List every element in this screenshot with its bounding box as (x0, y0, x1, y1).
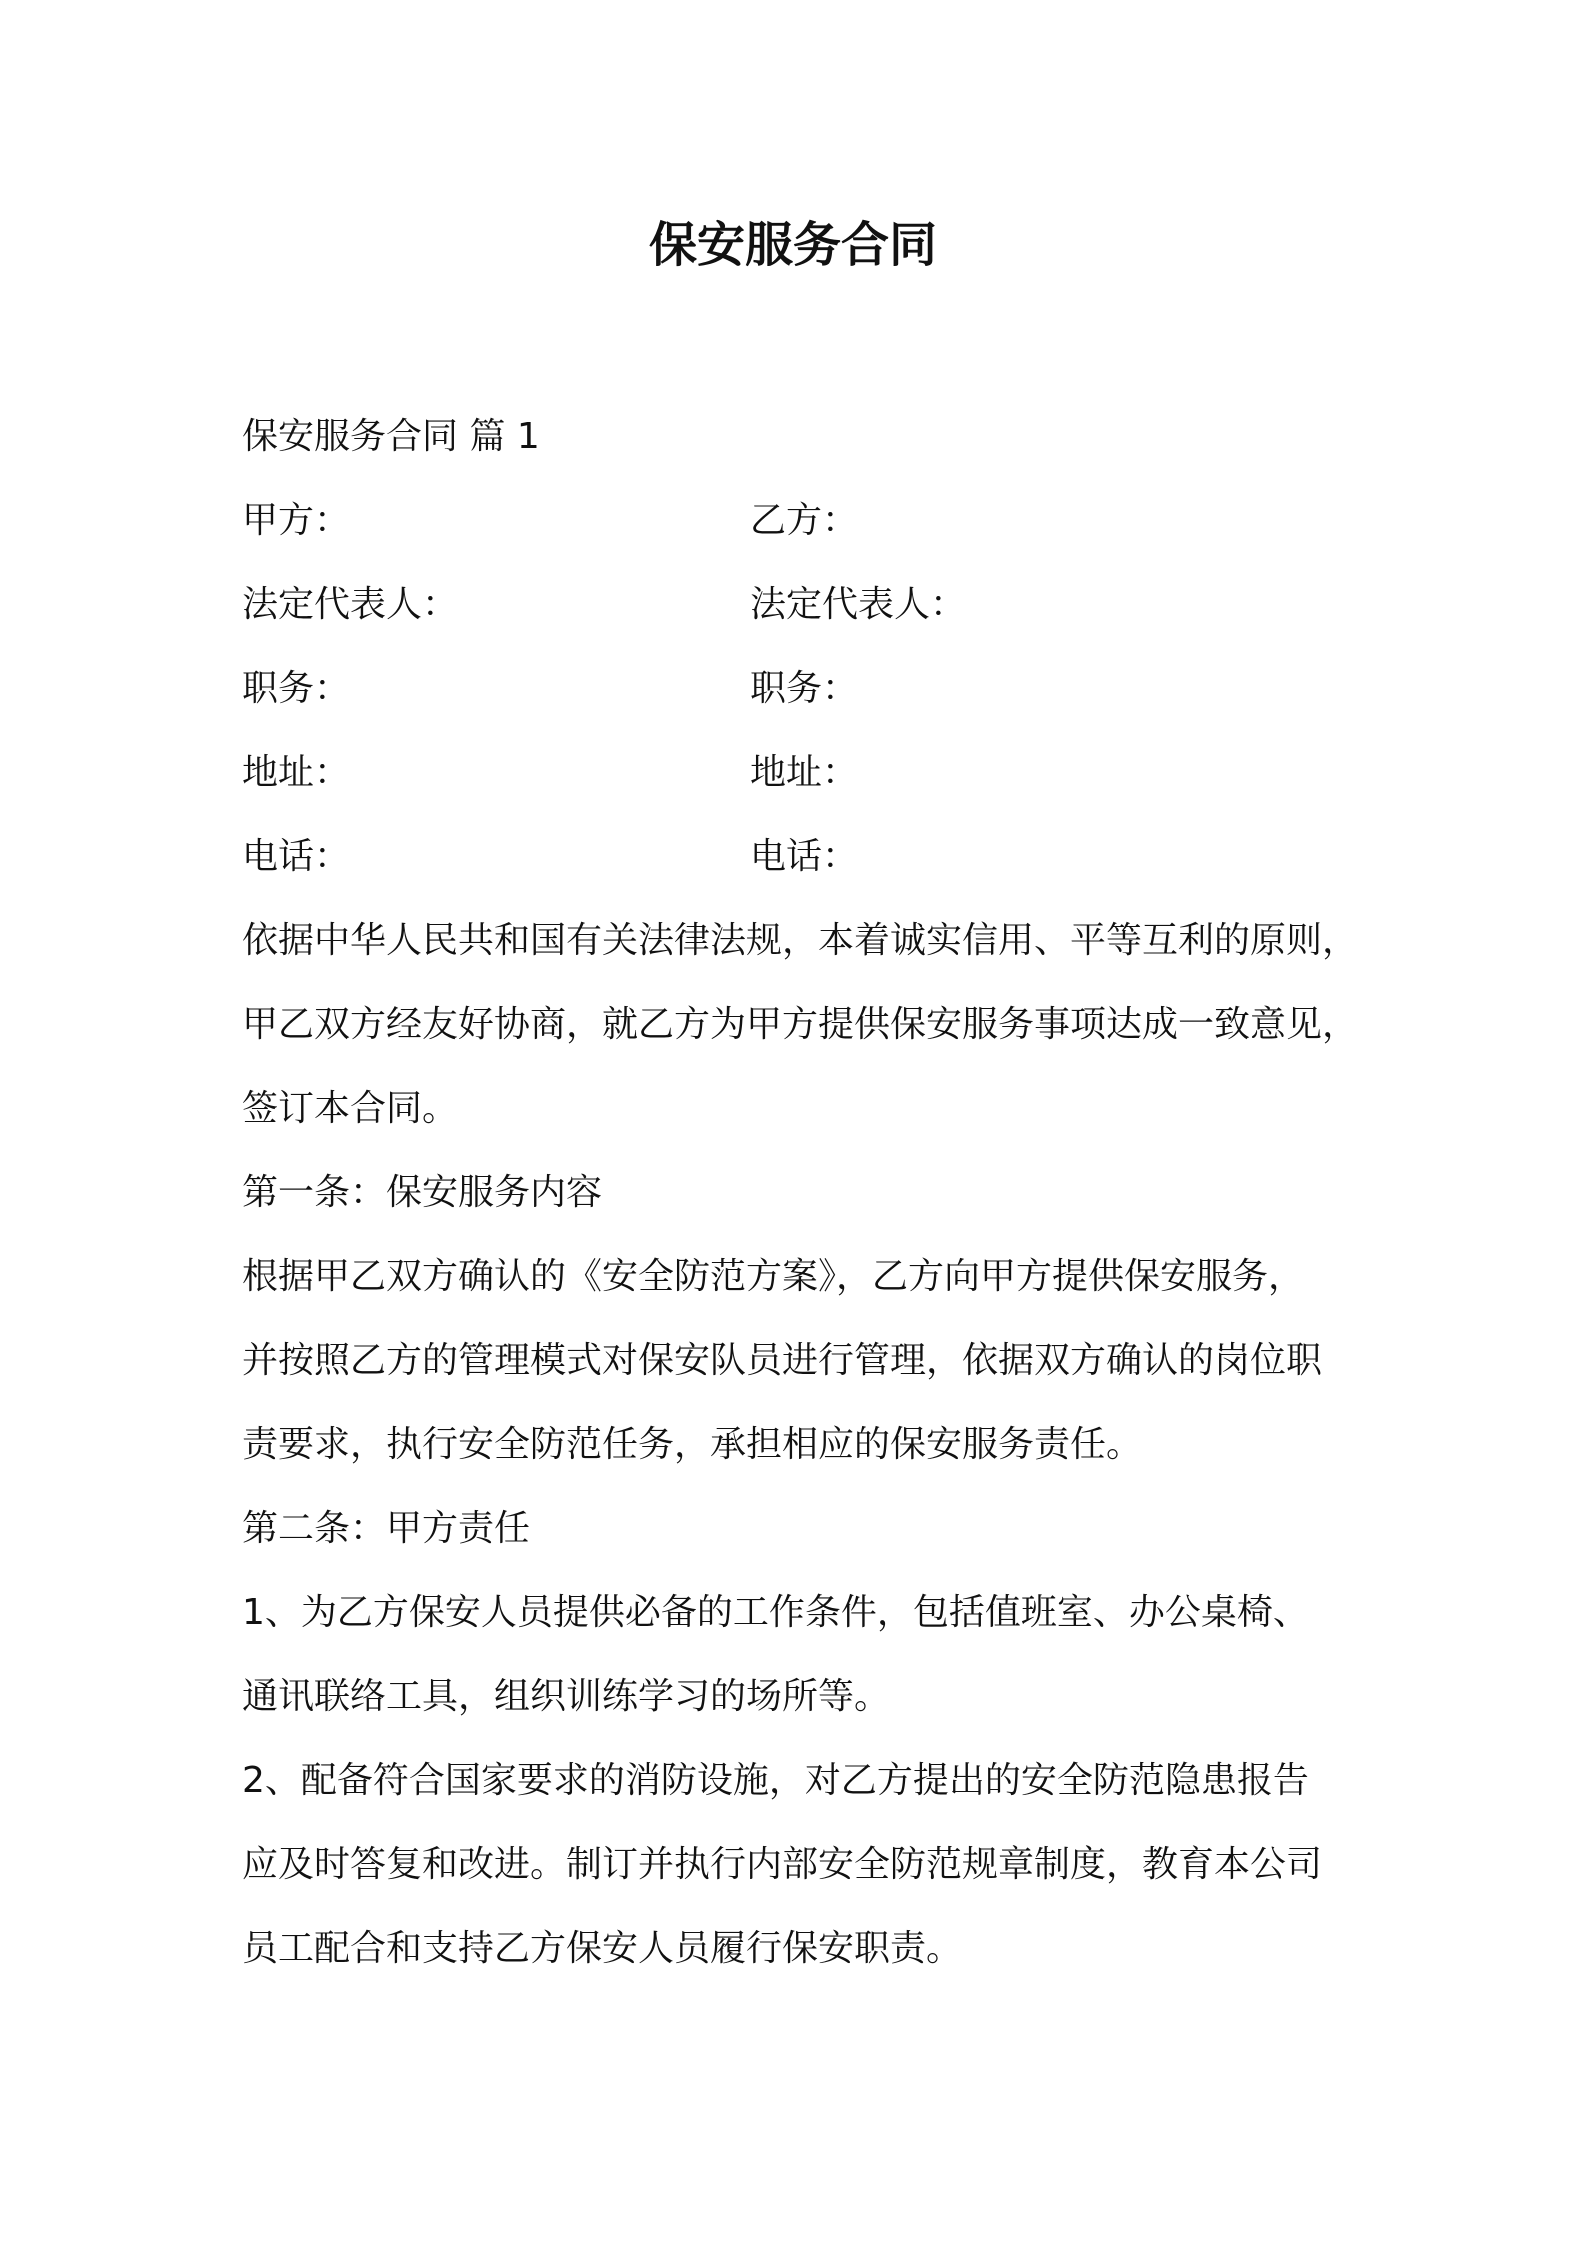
paragraph-line: 2、配备符合国家要求的消防设施，对乙方提出的安全防范隐患报告 (242, 1760, 1309, 1801)
document-body (242, 395, 1492, 1991)
document-title: 保安服务合同 (648, 217, 937, 273)
paragraph-line: 员工配合和支持乙方保安人员履行保安职责。 (242, 1928, 963, 1969)
paragraph-line: 根据甲乙双方确认的《安全防范方案》，乙方向甲方提供保安服务， (242, 1256, 1305, 1297)
article-paragraph (242, 1571, 1492, 1739)
party-row-name (242, 479, 1492, 563)
party-row-phone (242, 815, 1492, 899)
paragraph-line: 并按照乙方的管理模式对保安队员进行管理，依据双方确认的岗位职 (242, 1340, 1323, 1381)
paragraph-line: 应及时答复和改进。制订并执行内部安全防范规章制度，教育本公司 (242, 1844, 1323, 1885)
party-a-legal-representative: 法定代表人： (242, 584, 459, 625)
contract-subtitle: 保安服务合同 篇 1 (242, 416, 540, 457)
article-paragraph (242, 1739, 1492, 1991)
party-row-address (242, 731, 1492, 815)
article-heading: 第一条：保安服务内容 (242, 1172, 603, 1213)
party-b-label: 乙方： (750, 500, 859, 541)
paragraph-line: 1、为乙方保安人员提供必备的工作条件，包括值班室、办公桌椅、 (242, 1592, 1309, 1633)
preamble-paragraph (242, 899, 1492, 1151)
party-b-address: 地址： (750, 752, 859, 793)
party-a-position: 职务： (242, 668, 351, 709)
party-b-legal-representative: 法定代表人： (750, 584, 967, 625)
party-a-phone: 电话： (242, 836, 351, 877)
party-b-position: 职务： (750, 668, 859, 709)
preamble-line: 依据中华人民共和国有关法律法规，本着诚实信用、平等互利的原则， (242, 920, 1359, 961)
article-2 (242, 1487, 1492, 1991)
article-1 (242, 1151, 1492, 1487)
paragraph-line: 责要求，执行安全防范任务，承担相应的保安服务责任。 (242, 1424, 1143, 1465)
preamble-line: 甲乙双方经友好协商，就乙方为甲方提供保安服务事项达成一致意见， (242, 1004, 1359, 1045)
preamble-line: 签订本合同。 (242, 1088, 459, 1129)
party-row-legal-representative (242, 563, 1492, 647)
party-row-position (242, 647, 1492, 731)
article-heading: 第二条：甲方责任 (242, 1508, 531, 1549)
article-paragraph (242, 1235, 1492, 1487)
party-a-address: 地址： (242, 752, 351, 793)
paragraph-line: 通讯联络工具，组织训练学习的场所等。 (242, 1676, 891, 1717)
party-a-label: 甲方： (242, 500, 351, 541)
party-b-phone: 电话： (750, 836, 859, 877)
